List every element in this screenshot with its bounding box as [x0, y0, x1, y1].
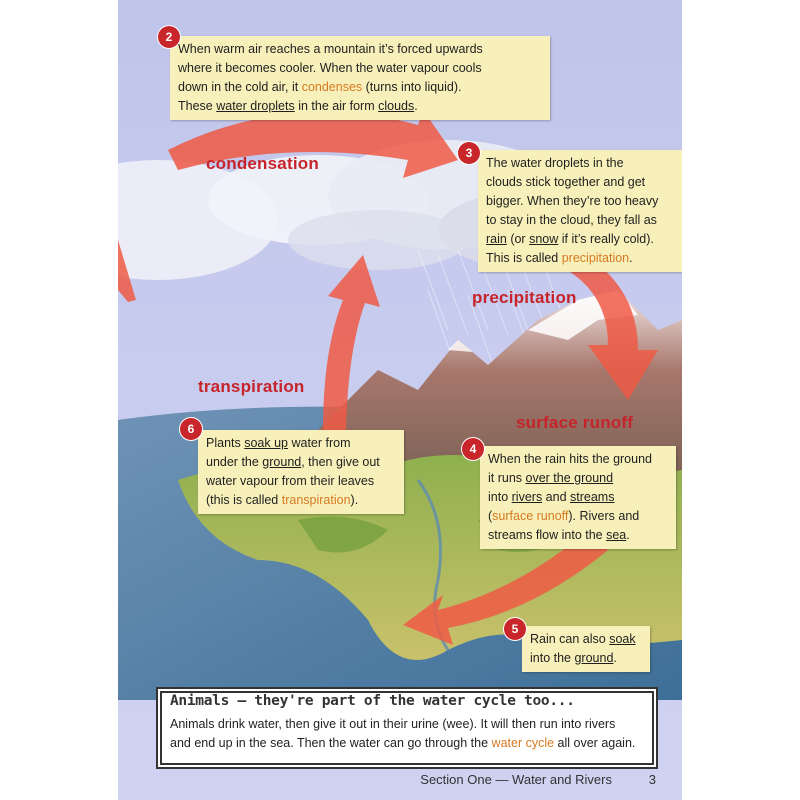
- underlined-sea: sea: [606, 528, 627, 542]
- step-5-box: [522, 626, 650, 672]
- underlined-soak-up: soak up: [244, 436, 288, 450]
- text: in the air form: [294, 99, 379, 113]
- animals-line-2: [170, 734, 650, 753]
- underlined-clouds: clouds: [378, 99, 415, 113]
- underlined-streams: streams: [570, 490, 615, 504]
- text: all over again.: [554, 736, 636, 750]
- text: and end up in the sea. Then the water can go through the: [170, 736, 492, 750]
- step-2-line-4: [178, 97, 542, 116]
- text: into the: [530, 651, 575, 665]
- precipitation-label: precipitation: [472, 288, 577, 307]
- step-5-line-2: [530, 649, 642, 668]
- text: Rain can also: [530, 632, 610, 646]
- step-4-line-4: [488, 507, 668, 526]
- term-transpiration: transpiration: [281, 493, 351, 507]
- animals-info-box: [156, 687, 658, 769]
- text: and: [542, 490, 571, 504]
- text: .: [629, 251, 633, 265]
- text: if it’s really cold).: [558, 232, 654, 246]
- term-water-cycle: water cycle: [491, 736, 555, 750]
- underlined-ground: ground: [262, 455, 302, 469]
- step-2-box: [170, 36, 550, 120]
- underlined-rain: rain: [486, 232, 507, 246]
- section-title: Section One — Water and Rivers: [420, 772, 612, 787]
- step-4-line-2: [488, 469, 668, 488]
- step-3-line-4: to stay in the cloud, they fall as: [486, 213, 657, 227]
- text: streams flow into the: [488, 528, 607, 542]
- term-surface-runoff: surface runoff: [492, 509, 569, 523]
- page-number: 3: [648, 772, 656, 787]
- text: .: [414, 99, 418, 113]
- step-5-badge: 5: [504, 618, 526, 640]
- text: it runs: [488, 471, 526, 485]
- underlined-snow: snow: [529, 232, 559, 246]
- step-2-line-2: where it becomes cooler. When the water vapour cools: [178, 61, 482, 75]
- underlined-soak: soak: [609, 632, 636, 646]
- step-3-box: [478, 150, 682, 272]
- text: (this is called: [206, 493, 282, 507]
- text: into: [488, 490, 512, 504]
- step-2-badge: 2: [158, 26, 180, 48]
- textbook-page: [118, 0, 682, 800]
- step-3-line-2: clouds stick together and get: [486, 175, 646, 189]
- page-footer: [118, 770, 682, 800]
- text: .: [613, 651, 617, 665]
- term-precipitation: precipitation: [561, 251, 630, 265]
- step-3-badge: 3: [458, 142, 480, 164]
- text: under the: [206, 455, 263, 469]
- condensation-label: condensation: [206, 154, 319, 173]
- text: (turns into liquid).: [362, 80, 462, 94]
- step-4-line-5: [488, 526, 668, 545]
- surface-runoff-label: surface runoff: [516, 413, 634, 432]
- step-4-line-3: [488, 488, 668, 507]
- underlined-over-the-ground: over the ground: [525, 471, 614, 485]
- step-6-badge: 6: [180, 418, 202, 440]
- step-5-line-1: [530, 630, 642, 649]
- underlined-water-droplets: water droplets: [216, 99, 295, 113]
- animals-text: [170, 715, 650, 753]
- text: Plants: [206, 436, 245, 450]
- step-4-box: [480, 446, 676, 549]
- text: , then give out: [301, 455, 380, 469]
- step-4-badge: 4: [462, 438, 484, 460]
- step-4-line-1: When the rain hits the ground: [488, 452, 652, 466]
- step-2-line-1: When warm air reaches a mountain it’s forced upwards: [178, 42, 483, 56]
- animals-title: Animals – they're part of the water cycle too...: [170, 693, 575, 709]
- text: down in the cold air, it: [178, 80, 302, 94]
- step-6-line-3: water vapour from their leaves: [206, 474, 375, 488]
- step-6-line-2: [206, 453, 396, 472]
- text: water from: [288, 436, 351, 450]
- step-3-line-6: [486, 249, 674, 268]
- transpiration-label: transpiration: [198, 377, 305, 396]
- text: ). Rivers and: [568, 509, 640, 523]
- step-6-box: [198, 430, 404, 514]
- animals-line-1: Animals drink water, then give it out in their urine (wee). It will then run into rivers: [170, 717, 616, 731]
- step-3-line-1: The water droplets in the: [486, 156, 624, 170]
- term-condenses: condenses: [301, 80, 363, 94]
- underlined-ground: ground: [574, 651, 614, 665]
- step-3-line-3: bigger. When they’re too heavy: [486, 194, 659, 208]
- underlined-rivers: rivers: [511, 490, 543, 504]
- text: (: [488, 509, 493, 523]
- step-6-line-4: [206, 491, 396, 510]
- step-3-line-5: [486, 230, 674, 249]
- step-2-line-3: [178, 78, 542, 97]
- text: These: [178, 99, 217, 113]
- text: This is called: [486, 251, 562, 265]
- text: .: [626, 528, 630, 542]
- water-cycle-illustration: [118, 0, 682, 800]
- step-6-line-1: [206, 434, 396, 453]
- text: (or: [506, 232, 530, 246]
- text: ).: [350, 493, 359, 507]
